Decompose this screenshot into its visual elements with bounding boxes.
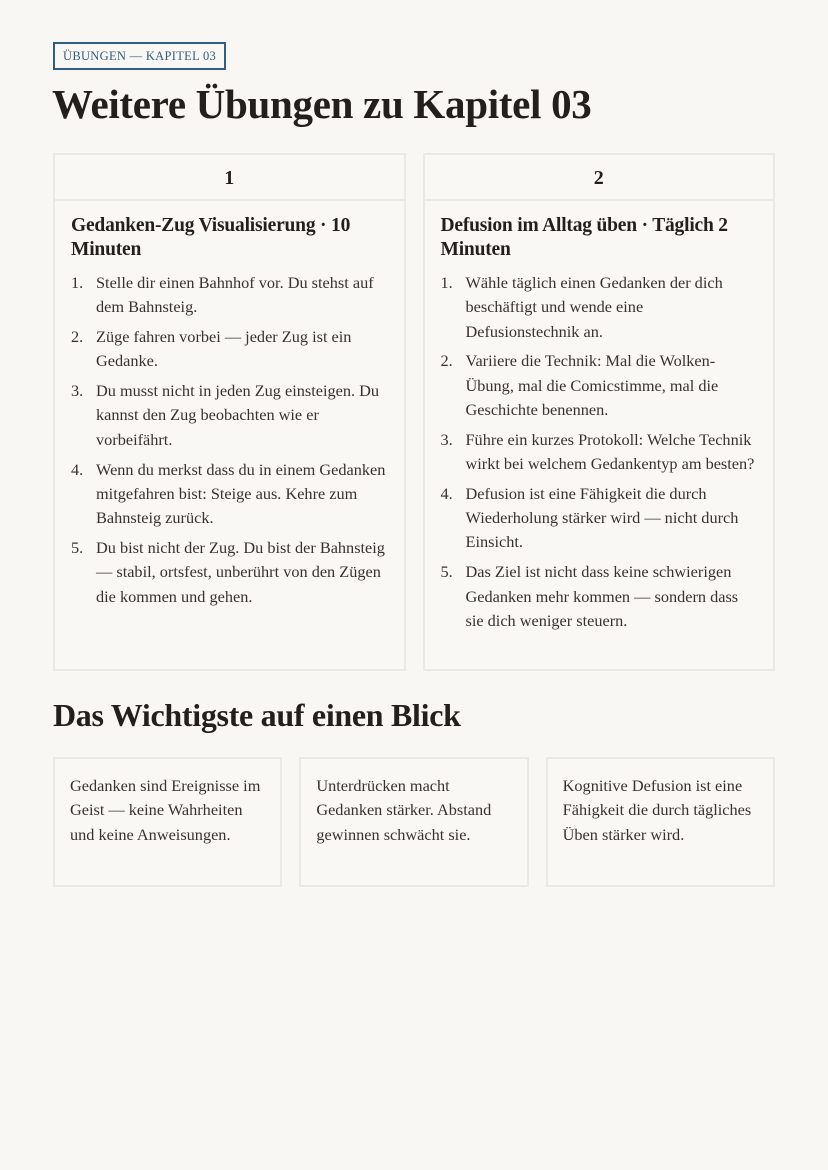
exercise-card	[423, 153, 776, 671]
summary-card: Unterdrücken macht Gedanken stärker. Abstand gewinnen schwächt sie.	[299, 757, 528, 887]
step-number: 2.	[71, 327, 84, 347]
page	[53, 42, 775, 887]
step-text: Stelle dir einen Bahnhof vor. Du stehst auf dem Bahnsteig.	[96, 273, 374, 317]
exercise-heading: Gedanken-Zug Visualisierung · 10 Minuten	[71, 215, 351, 260]
exercise-body	[55, 201, 404, 609]
exercise-number: 2	[425, 155, 774, 201]
exercise-heading: Defusion im Alltag üben · Täglich 2 Minuten	[440, 215, 728, 260]
step-number: 4.	[440, 483, 453, 503]
step-number: 5.	[71, 537, 84, 557]
step-item	[71, 271, 388, 320]
step-item	[441, 271, 758, 344]
step-number: 5.	[440, 562, 453, 582]
exercise-card	[53, 153, 406, 671]
exercise-grid	[53, 153, 775, 671]
step-item	[441, 560, 758, 633]
step-item	[441, 428, 758, 477]
step-text: Züge fahren vorbei — jeder Zug ist ein Gedanke.	[96, 327, 352, 371]
exercise-steps	[71, 271, 388, 609]
chapter-badge: ÜBUNGEN — KAPITEL 03	[53, 42, 226, 70]
step-number: 1.	[440, 273, 453, 292]
step-number: 2.	[440, 351, 453, 371]
step-number: 3.	[440, 429, 453, 449]
step-number: 3.	[71, 381, 84, 401]
exercise-number: 1	[55, 155, 404, 201]
step-item	[71, 536, 388, 609]
step-text: Du musst nicht in jeden Zug einsteigen. Du kannst den Zug beobachten wie er vorbeifährt.	[96, 381, 380, 449]
step-number: 1.	[71, 273, 84, 292]
summary-grid	[53, 757, 775, 887]
step-text: Wähle täglich einen Gedanken der dich beschäftigt und wende eine Defusionstechnik an.	[465, 273, 723, 341]
step-item	[441, 349, 758, 422]
summary-card: Kognitive Defusion ist eine Fähigkeit die durch tägliches Üben stärker wird.	[546, 757, 775, 887]
exercise-steps	[441, 271, 758, 633]
step-text: Du bist nicht der Zug. Du bist der Bahnsteig — stabil, ortsfest, unberührt von den Zügen die kommen und gehen.	[96, 537, 385, 606]
page-title: Weitere Übungen zu Kapitel 03	[52, 81, 592, 127]
step-item	[71, 325, 388, 374]
summary-card: Gedanken sind Ereignisse im Geist — keine Wahrheiten und keine Anweisungen.	[53, 757, 282, 887]
exercise-body	[425, 201, 774, 633]
step-text: Wenn du merkst dass du in einem Gedanken mitgefahren bist: Steige aus. Kehre zum Bahnsteig zurück.	[96, 459, 386, 528]
step-text: Das Ziel ist nicht dass keine schwierigen Gedanken mehr kommen — sondern dass sie dich weniger steuern.	[465, 562, 739, 630]
step-text: Führe ein kurzes Protokoll: Welche Technik wirkt bei welchem Gedankentyp am besten?	[465, 429, 755, 474]
step-item	[441, 482, 758, 555]
step-text: Variiere die Technik: Mal die Wolken-Übung, mal die Comicstimme, mal die Geschichte benennen.	[465, 351, 719, 419]
summary-title: Das Wichtigste auf einen Blick	[53, 697, 461, 733]
step-text: Defusion ist eine Fähigkeit die durch Wiederholung stärker wird — nicht durch Einsicht.	[465, 483, 739, 552]
step-number: 4.	[71, 459, 84, 479]
step-item	[71, 458, 388, 531]
step-item	[71, 379, 388, 452]
